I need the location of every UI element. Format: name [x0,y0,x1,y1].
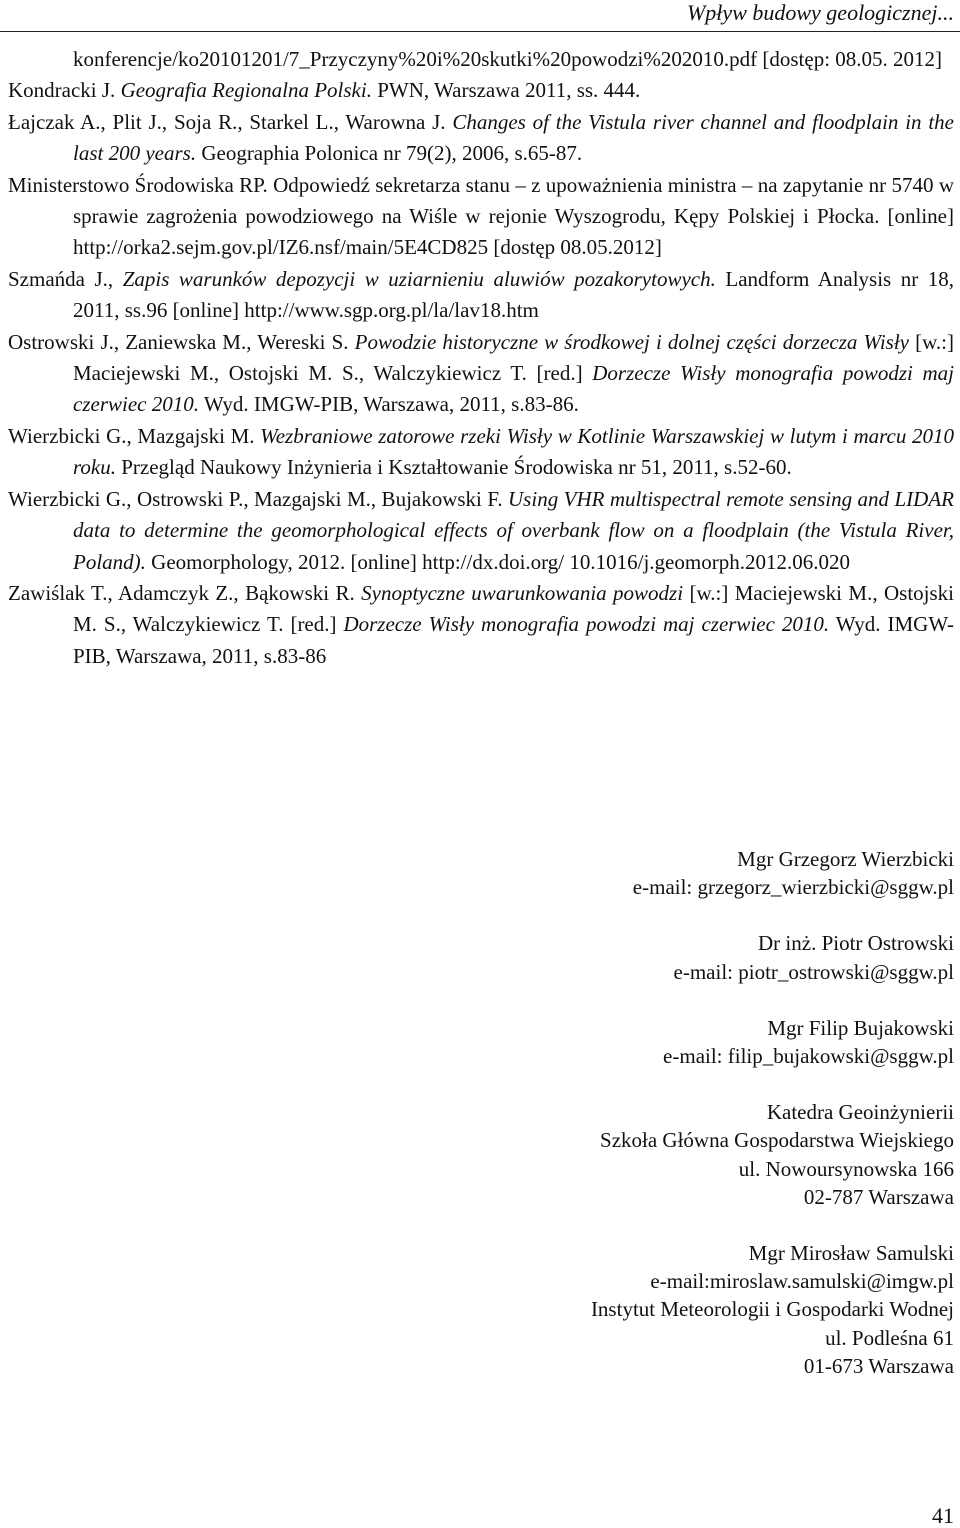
reference-text: Wierzbicki G., Ostrowski P., Mazgajski M., Bujakowski F. [8,486,509,511]
reference-text: konferencje/ko20101201/7_Przyczyny%20i%20skutki%20powodzi%202010.pdf [dostęp: 08.05. 2012] [73,47,943,71]
author-line: ul. Podleśna 61 [825,1325,954,1350]
reference-text: Przegląd Naukowy Inżynieria i Kształtowanie Środowiska nr 51, 2011, s.52-60. [115,455,792,480]
reference-text: Geomorphology, 2012. [online] http://dx.doi.org/ 10.1016/j.geomorph.2012.06.020 [145,549,850,574]
author-block [354,1014,954,1070]
reference-text: Kondracki J. [8,78,121,103]
author-block [354,845,954,901]
reference-text: Landform Analysis nr 18, 2011, ss.96 [online] http://www.sgp.org.pl/la/lav18.htm [73,266,954,323]
author-line: e-mail:miroslaw.samulski@imgw.pl [650,1269,954,1294]
reference-text: PWN, Warszawa 2011, ss. 444. [371,78,641,103]
author-line: Mgr Grzegorz Wierzbicki [737,847,954,871]
author-line: Szkoła Główna Gospodarstwa Wiejskiego [600,1128,954,1153]
reference-text: Szmańda J., [8,266,123,291]
reference-text: Geographia Polonica nr 79(2), 2006, s.65-87. [196,141,583,166]
author-line: 01-673 Warszawa [803,1353,954,1378]
reference-title: Dorzecze Wisły monografia powodzi maj czerwiec 2010. [73,361,954,417]
reference-title: Synoptyczne uwarunkowania powodzi [361,580,684,605]
header-rule [0,31,960,32]
reference-text: [w.:] Maciejewski M., Ostojski M. S., Walczykiewicz T. [red.] [73,580,954,637]
author-line: Dr inż. Piotr Ostrowski [758,931,954,956]
reference-text: Wyd. IMGW-PIB, Warszawa, 2011, s.83-86 [73,612,954,668]
author-line: Mgr Mirosław Samulski [748,1241,954,1266]
reference-text: Wyd. IMGW-PIB, Warszawa, 2011, s.83-86. [198,392,579,417]
reference-entry [8,44,954,75]
author-line: ul. Nowoursynowska 166 [738,1156,954,1181]
reference-title: Wezbraniowe zatorowe rzeki Wisły w Kotlinie Warszawskiej w lutym i marcu 2010 roku. [73,423,954,480]
reference-entry [8,484,954,578]
reference-text: Ostrowski J., Zaniewska M., Wereski S. [8,329,355,354]
reference-text: [w.:] Maciejewski M., Ostojski M. S., Walczykiewicz T. [red.] [73,329,954,386]
reference-entry [8,107,954,170]
reference-text: Wierzbicki G., Mazgajski M. [8,423,261,448]
reference-text: Ministerstowo Środowiska RP. Odpowiedź sekretarza stanu – z upoważnienia ministra – na zapytanie nr 5740 w sprawie zagrożenia powodziowego na Wiśle w rejonie Wyszogrodu, Kępy Polskiej i Płocka. [online] http://orka2.sejm.gov.pl/IZ6.nsf/main/5E4CD825 [dostęp 08.05.2012] [8,172,954,260]
reference-title: Dorzecze Wisły monografia powodzi maj czerwiec 2010. [343,612,830,637]
author-block [354,1098,954,1211]
reference-entry [8,264,954,327]
reference-entry [8,421,954,484]
reference-entry [8,170,954,264]
running-header: Wpływ budowy geologicznej... [686,0,954,25]
reference-title: Zapis warunków depozycji w uziarnieniu aluwiów pozakorytowych. [122,266,716,291]
author-line: Mgr Filip Bujakowski [767,1015,954,1040]
reference-entry [8,327,954,421]
reference-title: Changes of the Vistula river channel and floodplain in the last 200 years. [73,109,954,166]
author-line: e-mail: grzegorz_wierzbicki@sggw.pl [632,875,954,900]
reference-title: Powodzie historyczne w środkowej i dolnej części dorzecza Wisły [354,329,910,354]
author-affiliations [354,845,954,1408]
author-line: e-mail: filip_bujakowski@sggw.pl [663,1044,954,1069]
reference-entry [8,578,954,672]
author-line: Instytut Meteorologii i Gospodarki Wodnej [590,1297,954,1322]
author-block [354,929,954,985]
author-line: e-mail: piotr_ostrowski@sggw.pl [673,959,954,984]
reference-title: Geografia Regionalna Polski. [120,78,372,103]
reference-text: Łajczak A., Plit J., Soja R., Starkel L., Warowna J. [8,109,453,134]
reference-entry [8,75,954,106]
author-block [354,1239,954,1380]
author-line: Katedra Geoinżynierii [766,1100,954,1125]
reference-text: Zawiślak T., Adamczyk Z., Bąkowski R. [8,580,362,605]
author-line: 02-787 Warszawa [803,1184,954,1209]
page-number: 41 [932,1503,954,1528]
reference-list [8,44,954,672]
reference-title: Using VHR multispectral remote sensing and LIDAR data to determine the geomorphological effects of overbank flow on a floodplain (the Vistula River, Poland). [73,486,954,574]
